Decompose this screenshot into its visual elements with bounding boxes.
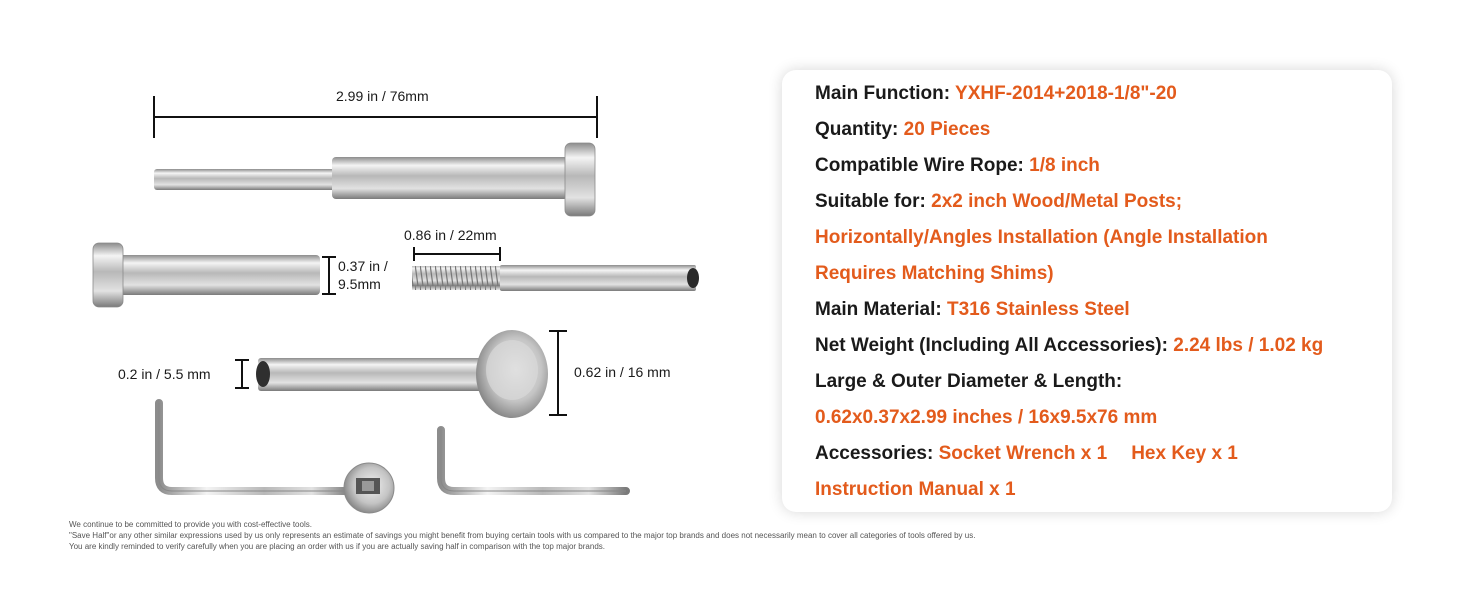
product-illustration (0, 0, 780, 520)
product-drawing (0, 0, 780, 520)
thread-length-label: 0.86 in / 22mm (404, 227, 497, 243)
end-fitting (235, 330, 567, 418)
accessory-hex-key: Hex Key x 1 (1131, 443, 1238, 464)
spec-size-value: 0.62x0.37x2.99 inches / 16x9.5x76 mm (815, 407, 1158, 428)
total-length-label: 2.99 in / 76mm (336, 88, 429, 104)
threaded-stud (412, 247, 699, 291)
spec-value: 20 Pieces (903, 119, 991, 140)
spec-main-material (815, 298, 1130, 322)
spec-suitable-for-line3: Requires Matching Shims) (815, 263, 1054, 284)
disclaimer-line: "Save Half"or any other similar expressions used by us only represents an estimate of savings you might benefit from buying certain tools with us compared to the major top brands and does not necessarily mean to cover all categories of tools offered by us. (69, 531, 976, 540)
disclaimer (69, 519, 975, 552)
spec-suitable-for-line2: Horizontally/Angles Installation (Angle Installation (815, 227, 1268, 248)
swage-stud-full (154, 143, 595, 216)
spec-label: Suitable for: (815, 191, 932, 212)
hex-key (441, 430, 626, 491)
spec-label: Main Material: (815, 299, 947, 320)
spec-suitable-for (815, 190, 1182, 214)
spec-value: 2x2 inch Wood/Metal Posts; (931, 191, 1183, 212)
accessory-instruction-manual: Instruction Manual x 1 (815, 479, 1016, 500)
specifications-card (782, 70, 1392, 512)
accessory-socket-wrench: Socket Wrench x 1 (938, 443, 1108, 464)
spec-size-label: Large & Outer Diameter & Length: (815, 371, 1123, 392)
inner-diameter-label: 0.2 in / 5.5 mm (118, 366, 211, 382)
spec-main-function (815, 82, 1177, 106)
spec-value: 2.24 lbs / 1.02 kg (1173, 335, 1324, 356)
diameter-dimension-line (322, 257, 336, 294)
spec-accessories (815, 442, 1238, 466)
spec-value: 1/8 inch (1029, 155, 1100, 176)
spec-label: Accessories: (815, 443, 939, 464)
shaft-diameter-label-2: 9.5mm (338, 276, 381, 292)
shaft-diameter-label-1: 0.37 in / (338, 258, 388, 274)
spec-label: Net Weight (Including All Accessories): (815, 335, 1174, 356)
spec-label: Quantity: (815, 119, 904, 140)
spec-net-weight (815, 334, 1323, 358)
swage-stud-short (93, 243, 320, 307)
spec-value: T316 Stainless Steel (946, 299, 1130, 320)
spec-compatible-wire (815, 154, 1100, 178)
spec-label: Compatible Wire Rope: (815, 155, 1030, 176)
spec-quantity (815, 118, 990, 142)
spec-label: Main Function: (815, 83, 956, 104)
socket-wrench (159, 403, 394, 513)
head-diameter-label: 0.62 in / 16 mm (574, 364, 671, 380)
disclaimer-line: We continue to be committed to provide you with cost-effective tools. (69, 520, 312, 529)
disclaimer-line: You are kindly reminded to verify carefully when you are placing an order with us if you are actually saving half in comparison with the top major brands. (69, 542, 605, 551)
spec-value: YXHF-2014+2018-1/8"-20 (955, 83, 1177, 104)
